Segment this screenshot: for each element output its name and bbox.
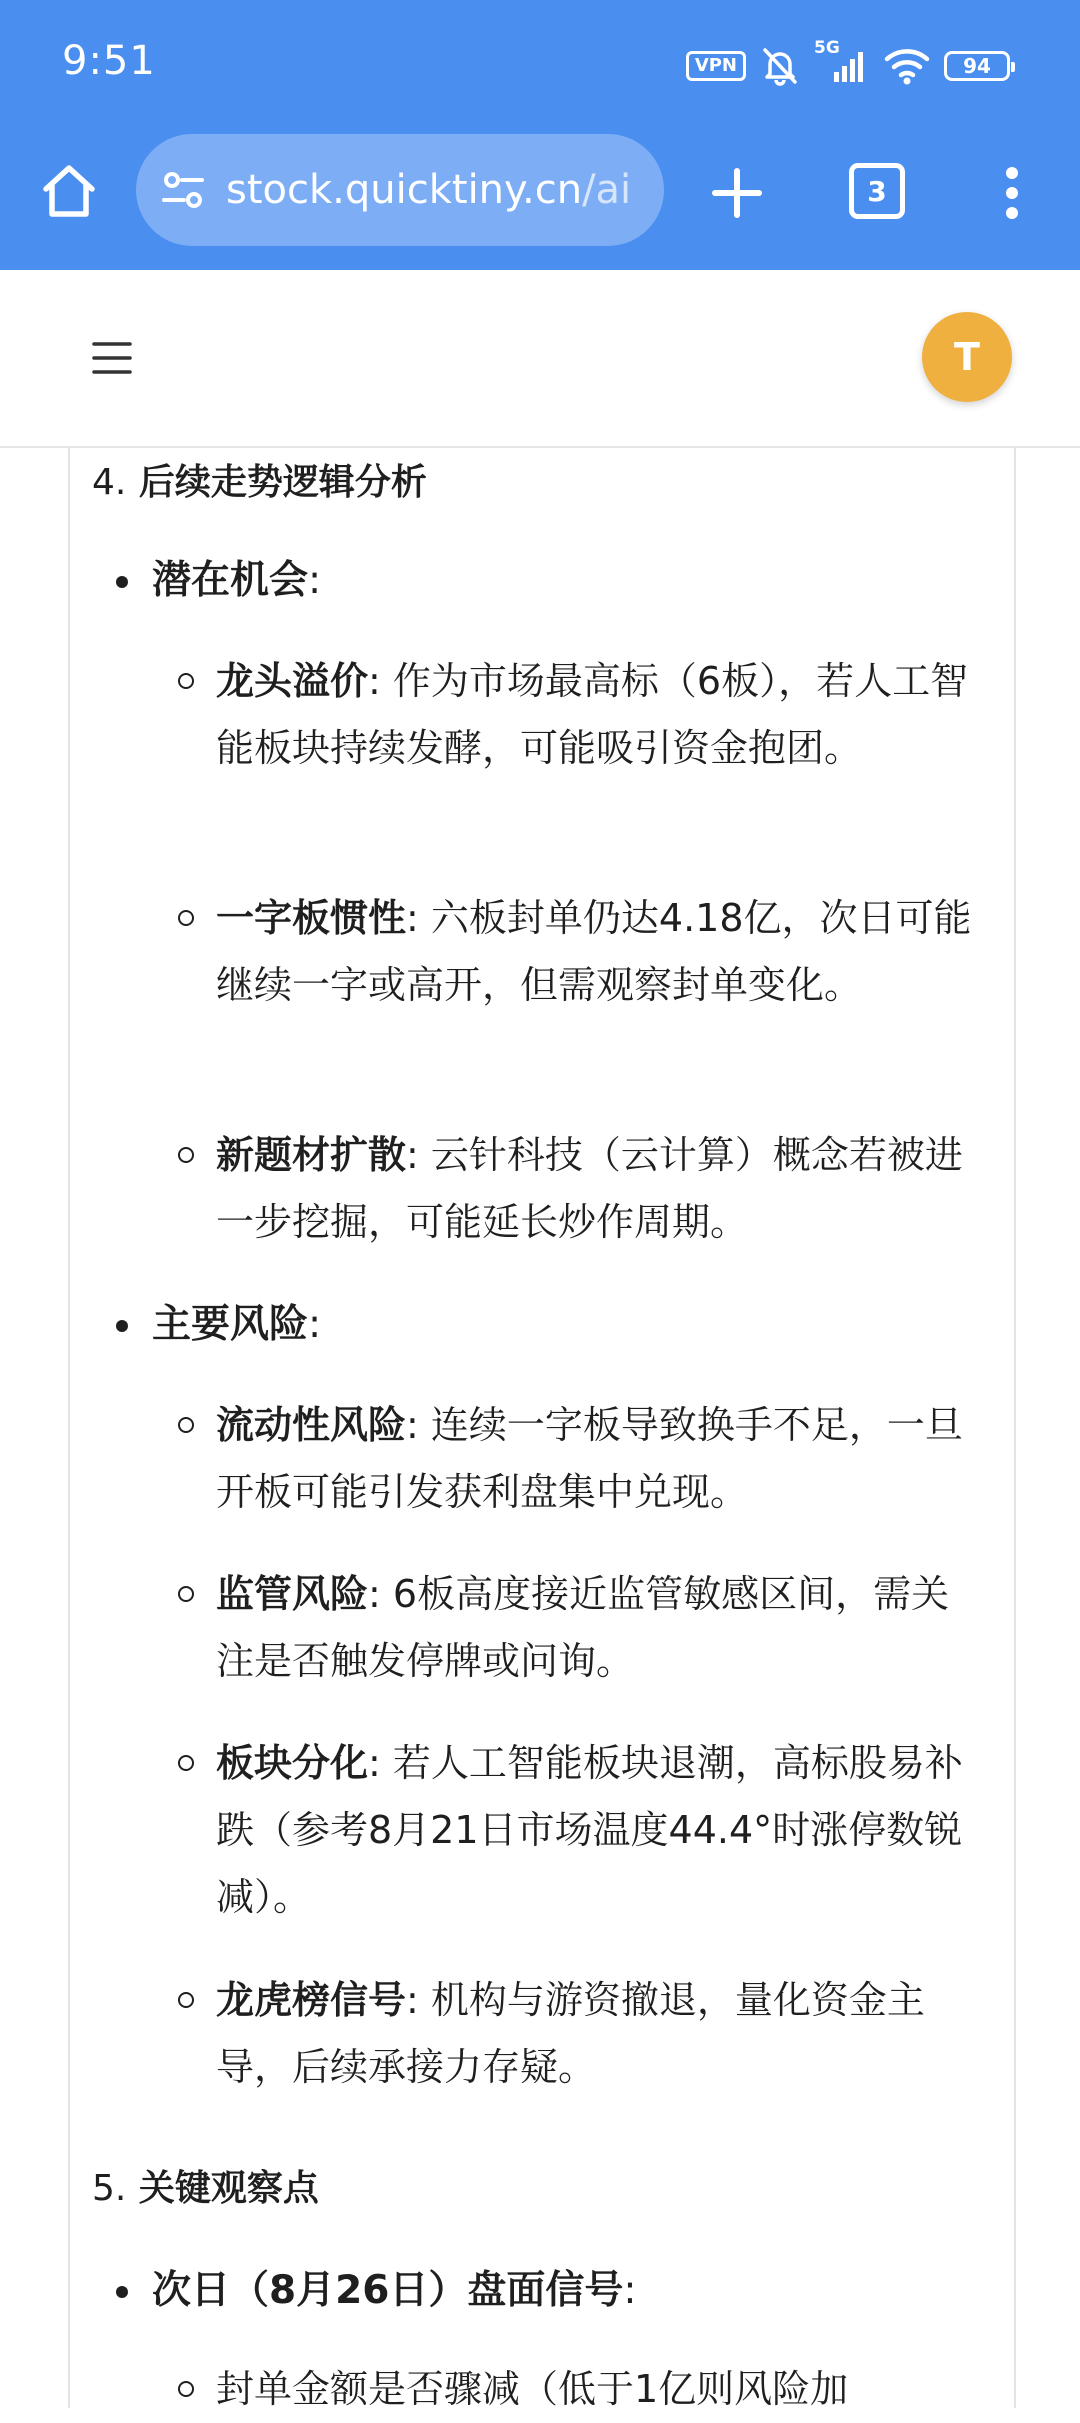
- list-item: [216, 1392, 976, 1526]
- item-text: 6板高度接近监管敏感区间，需关注是否触发停牌或问询。: [216, 1572, 950, 1683]
- bell-muted-icon: [760, 46, 800, 86]
- list-item-opportunities: [152, 556, 321, 606]
- item-text: 封单金额是否骤减（低于1亿则风险加: [216, 2367, 849, 2411]
- item-text: 机构与游资撤退，量化资金主导，后续承接力存疑。: [216, 1978, 925, 2089]
- home-button[interactable]: [36, 158, 102, 224]
- site-header: [0, 270, 1080, 448]
- item-text: 云针科技（云计算）概念若被进一步挖掘，可能延长炒作周期。: [216, 1133, 963, 1244]
- item-term: 板块分化: [216, 1741, 369, 1785]
- site-settings-icon[interactable]: [158, 165, 208, 215]
- status-icons: [686, 38, 1010, 88]
- item-term: 新题材扩散: [216, 1133, 407, 1177]
- new-tab-button[interactable]: [700, 156, 774, 230]
- list-item: [216, 1122, 976, 1256]
- plus-icon: [709, 165, 765, 221]
- item-sep: :: [368, 659, 381, 703]
- list-item: [216, 648, 976, 782]
- item-sep: :: [406, 1403, 419, 1447]
- vpn-icon: VPN: [686, 51, 746, 81]
- list-item-risks: [152, 1300, 321, 1350]
- menu-icon[interactable]: [90, 336, 134, 380]
- list-item: [216, 1561, 976, 1695]
- section-title-text: 后续走势逻辑分析: [138, 462, 427, 503]
- list-item-label: 次日（8月26日）盘面信号: [152, 2268, 624, 2313]
- item-term: 监管风险: [216, 1572, 369, 1616]
- overflow-menu-button[interactable]: [990, 156, 1034, 230]
- item-sep: :: [406, 896, 419, 940]
- battery-icon: [944, 51, 1010, 81]
- item-text: 若人工智能板块退潮，高标股易补跌（参考8月21日市场温度44.4°时涨停数锐减）。: [216, 1741, 963, 1919]
- section-title-5: [92, 2164, 319, 2214]
- item-sep: :: [406, 1978, 419, 2022]
- more-vert-icon: [1002, 163, 1022, 223]
- avatar[interactable]: T: [922, 312, 1012, 402]
- item-term: 流动性风险: [216, 1403, 407, 1447]
- network-type: 5G: [814, 38, 840, 58]
- list-item-next-day-signal: [152, 2266, 637, 2316]
- list-item-colon: :: [623, 2268, 637, 2313]
- tab-switcher-button[interactable]: [846, 160, 908, 222]
- list-item: [216, 2356, 976, 2423]
- item-text: 连续一字板导致换手不足，一旦开板可能引发获利盘集中兑现。: [216, 1403, 963, 1514]
- list-item: [216, 1967, 976, 2101]
- url-path: /ai: [582, 167, 632, 213]
- list-item: [216, 1730, 976, 1931]
- item-term: 一字板惯性: [216, 896, 407, 940]
- status-time: 9:51: [62, 38, 156, 84]
- cellular-signal-icon: [814, 38, 870, 86]
- item-text: 六板封单仍达4.18亿，次日可能继续一字或高开，但需观察封单变化。: [216, 896, 972, 1007]
- browser-toolbar: [0, 130, 1080, 270]
- status-bar: [0, 0, 1080, 130]
- battery-level: 94: [963, 54, 991, 78]
- section-number: 5.: [92, 2168, 127, 2209]
- home-icon: [40, 162, 98, 220]
- tab-count: 3: [849, 163, 905, 219]
- item-term: 龙头溢价: [216, 659, 369, 703]
- list-item-colon: :: [308, 558, 322, 603]
- item-term: 龙虎榜信号: [216, 1978, 407, 2022]
- item-text: 作为市场最高标（6板），若人工智能板块持续发酵，可能吸引资金抱团。: [216, 659, 969, 770]
- url-bar[interactable]: [136, 134, 664, 246]
- list-item-label: 主要风险: [152, 1302, 309, 1347]
- url-text: [226, 167, 631, 213]
- item-sep: :: [406, 1133, 419, 1177]
- url-host: stock.quicktiny.cn: [226, 167, 583, 213]
- section-title-text: 关键观察点: [138, 2168, 319, 2209]
- section-number: 4.: [92, 462, 127, 503]
- item-sep: :: [368, 1572, 381, 1616]
- list-item: [216, 885, 976, 1019]
- list-item-colon: :: [308, 1302, 322, 1347]
- list-item-label: 潜在机会: [152, 558, 309, 603]
- wifi-icon: [884, 46, 930, 86]
- item-sep: :: [368, 1741, 381, 1785]
- section-title-4: [92, 458, 427, 508]
